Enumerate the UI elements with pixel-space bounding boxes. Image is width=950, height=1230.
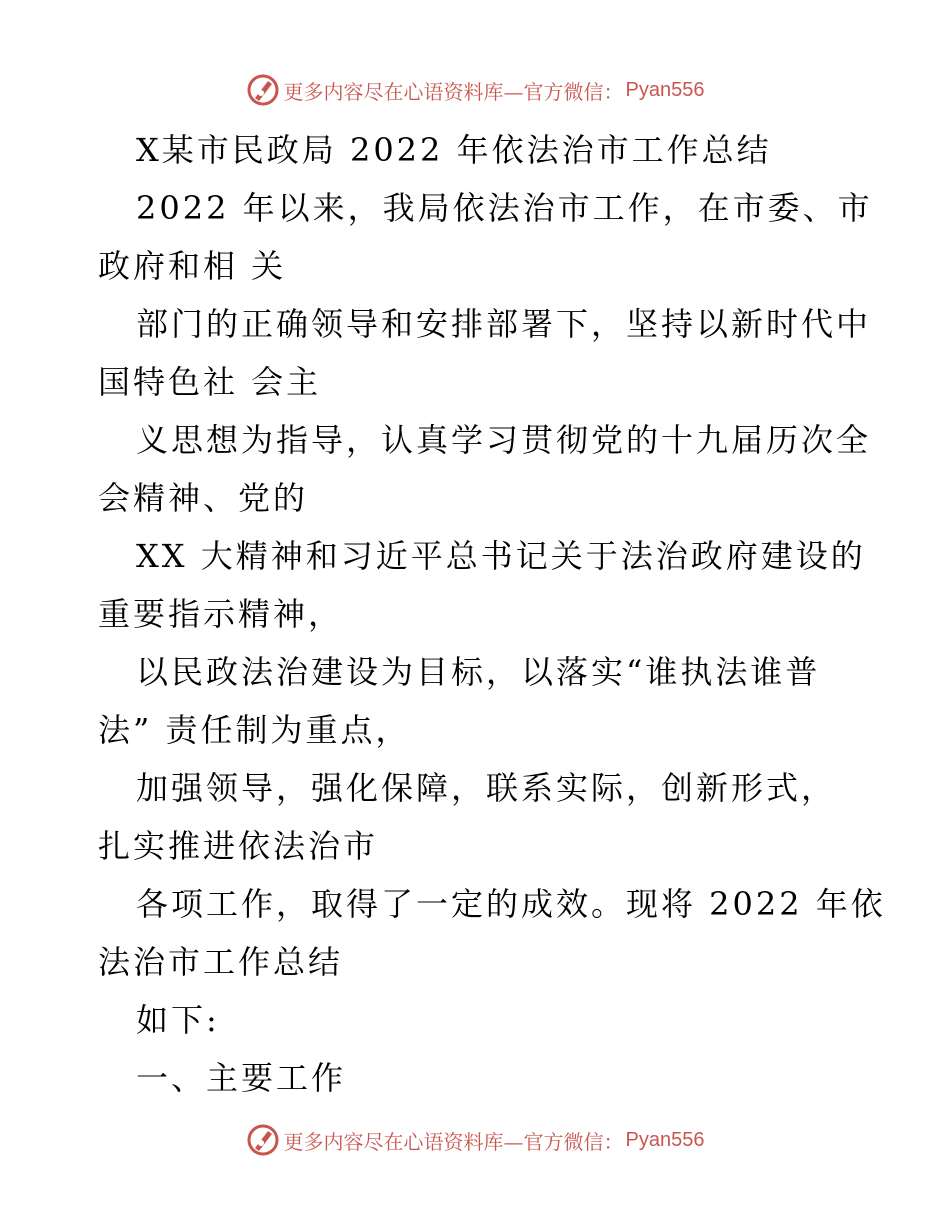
paragraph-line: 以民政法治建设为目标，以落实“谁执法谁普 — [136, 653, 821, 691]
paragraph-line: 2022 年以来，我局依法治市工作，在市委、市 — [136, 189, 873, 227]
paragraph-line: 部门的正确领导和安排部署下，坚持以新时代中 — [136, 305, 872, 343]
paragraph-line: 国特色社 会主 — [98, 363, 322, 401]
paragraph-line: 如下: — [136, 1001, 220, 1039]
paragraph-line: XX 大精神和习近平总书记关于法治政府建设的 — [136, 537, 866, 575]
paragraph-line: 法” 责任制为重点， — [98, 711, 411, 749]
header-banner-text: 更多内容尽在心语资料库—官方微信： — [283, 79, 624, 104]
paragraph-line: 法治市工作总结 — [98, 943, 344, 981]
paragraph-line: 重要指示精神， — [98, 595, 344, 633]
footer-banner-id: Pyan556 — [625, 1128, 705, 1151]
pen-logo-icon — [246, 73, 280, 107]
paragraph-line: 扎实推进依法治市 — [98, 827, 379, 865]
paragraph-line: 义思想为指导，认真学习贯彻党的十九届历次全 — [136, 421, 872, 459]
document-body — [98, 121, 886, 1107]
document-title: X某市民政局 2022 年依法治市工作总结 — [136, 131, 772, 169]
footer-banner — [0, 1120, 950, 1160]
paragraph-line: 政府和相 关 — [98, 247, 287, 285]
section-heading: 一、主要工作 — [136, 1059, 347, 1097]
footer-banner-text: 更多内容尽在心语资料库—官方微信： — [283, 1129, 624, 1154]
paragraph-line: 加强领导，强化保障，联系实际，创新形式， — [136, 769, 837, 807]
header-banner — [0, 70, 950, 110]
paragraph-line: 会精神、党的 — [98, 479, 309, 517]
header-banner-id: Pyan556 — [625, 78, 705, 101]
paragraph-line: 各项工作，取得了一定的成效。现将 2022 年依 — [136, 885, 886, 923]
pen-logo-icon — [246, 1123, 280, 1157]
